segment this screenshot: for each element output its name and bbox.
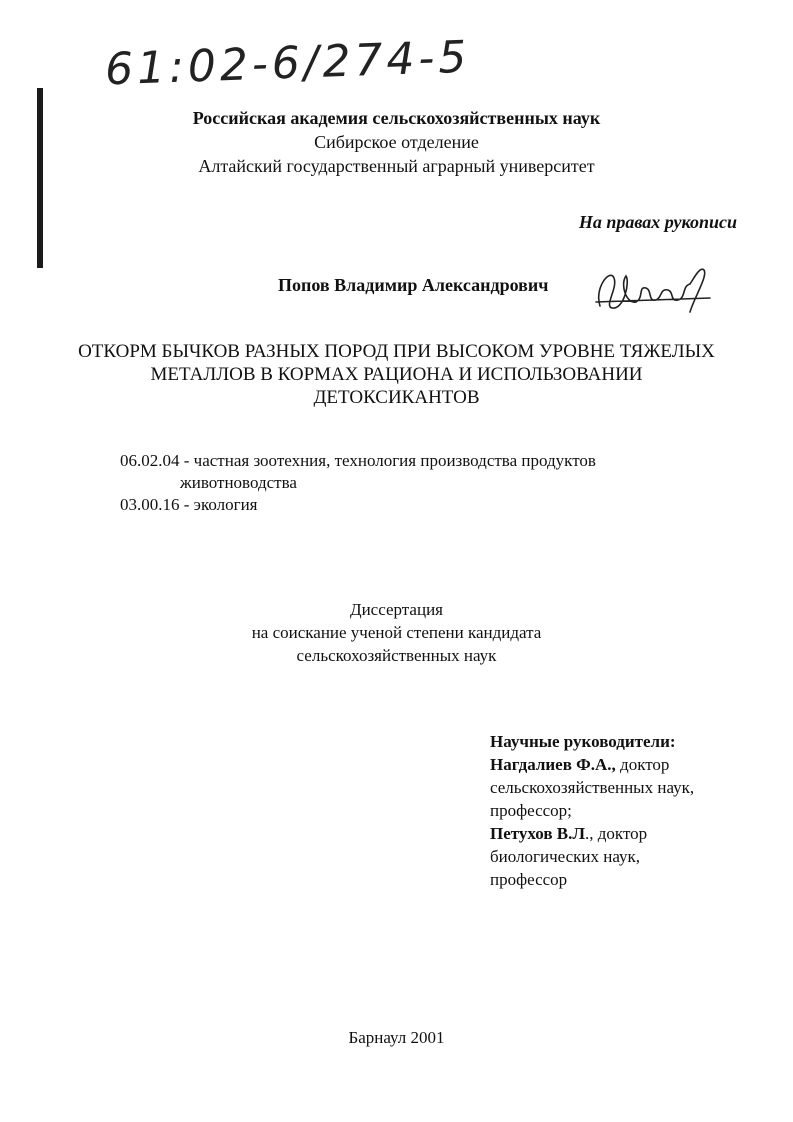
title-line: МЕТАЛЛОВ В КОРМАХ РАЦИОНА И ИСПОЛЬЗОВАНИИ	[150, 364, 643, 385]
advisor-1-title: профессор;	[490, 801, 572, 820]
organization-header	[0, 106, 793, 178]
advisor-2	[490, 822, 694, 845]
advisor-2-degree: ., доктор	[585, 824, 648, 843]
author-name: Попов Владимир Александрович	[278, 275, 549, 295]
advisor-2-title: профессор	[490, 870, 568, 889]
title-line: ДЕТОКСИКАНТОВ	[313, 387, 480, 408]
specialties-list	[120, 450, 596, 516]
advisor-1-field: сельскохозяйственных наук,	[490, 778, 695, 797]
branch-name: Сибирское отделение	[314, 132, 479, 152]
specialty-line: 03.00.16 - экология	[120, 495, 258, 514]
dissertation-label: Диссертация	[349, 600, 443, 619]
rights-note: На правах рукописи	[578, 212, 737, 232]
advisor-1-degree: доктор	[615, 755, 670, 774]
dissertation-title	[0, 340, 793, 409]
specialty-line: 06.02.04 - частная зоотехния, технология производства продуктов	[120, 451, 596, 470]
place-year: Барнаул 2001	[348, 1028, 445, 1047]
specialty-continuation: животноводства	[180, 473, 297, 492]
degree-line: на соискание ученой степени кандидата	[251, 623, 542, 642]
academy-name: Российская академия сельскохозяйственных наук	[192, 108, 601, 128]
dissertation-degree	[0, 598, 793, 667]
title-line: ОТКОРМ БЫЧКОВ РАЗНЫХ ПОРОД ПРИ ВЫСОКОМ УРОВНЕ ТЯЖЕЛЫХ	[78, 341, 715, 362]
advisor-2-name: Петухов В.Л	[490, 824, 586, 843]
advisors-heading: Научные руководители:	[490, 732, 676, 751]
advisor-1	[490, 753, 694, 776]
signature-image	[590, 258, 720, 320]
degree-field: сельскохозяйственных наук	[296, 646, 497, 665]
advisor-2-field: биологических наук,	[490, 847, 641, 866]
university-name: Алтайский государственный аграрный университет	[198, 156, 595, 176]
advisor-1-name: Нагдалиев Ф.А.,	[490, 755, 616, 774]
scientific-advisors	[490, 730, 694, 891]
archive-code: 61:02-6/274-5	[104, 31, 472, 96]
